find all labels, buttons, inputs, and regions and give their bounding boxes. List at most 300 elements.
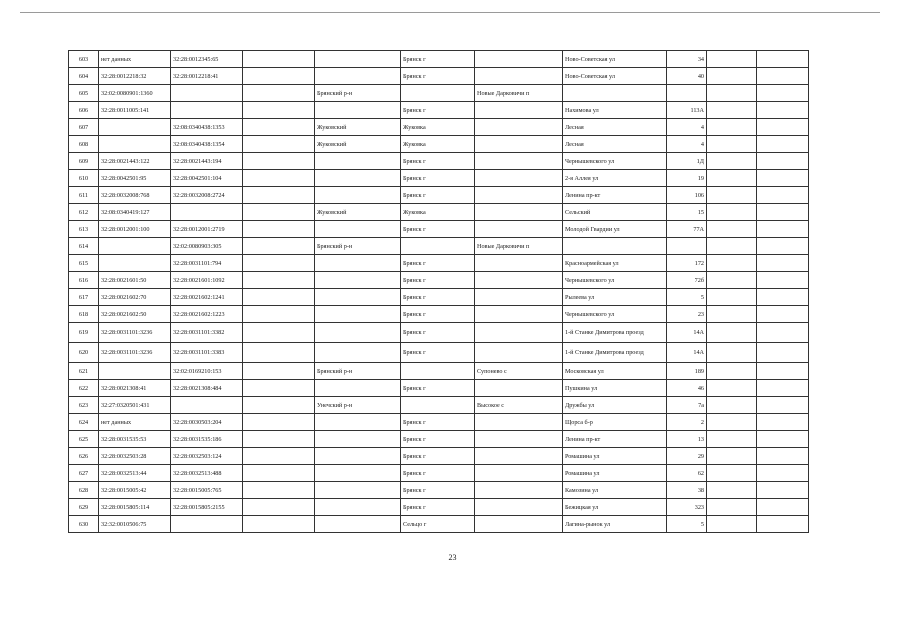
street-cell: Ленина пр-кт: [563, 431, 667, 448]
empty-cell: [707, 465, 757, 482]
table-row: [69, 85, 809, 102]
cadastral-number-land-cell: 32:28:0042501:95: [99, 170, 171, 187]
settlement-cell: [475, 102, 563, 119]
empty-cell: [757, 499, 809, 516]
street-cell: Лагина-рынок ул: [563, 516, 667, 533]
street-cell: Ново-Советская ул: [563, 68, 667, 85]
cadastral-number-land-cell: 32:02:0080901:1360: [99, 85, 171, 102]
row-number-cell: 619: [69, 323, 99, 343]
row-number-cell: 622: [69, 380, 99, 397]
extra-cell-cell: [243, 255, 315, 272]
empty-cell: [757, 238, 809, 255]
settlement-cell: [475, 170, 563, 187]
district-cell: [315, 272, 401, 289]
table-row: [69, 397, 809, 414]
empty-cell: [757, 363, 809, 380]
street-cell: Ромашина ул: [563, 448, 667, 465]
cadastral-number-land-cell: 32:32:0010506:75: [99, 516, 171, 533]
cadastral-number-building-cell: 32:28:0015805:2155: [171, 499, 243, 516]
street-cell: [563, 238, 667, 255]
district-cell: Брянский р-н: [315, 363, 401, 380]
cadastral-number-building-cell: 32:08:0340438:1354: [171, 136, 243, 153]
street-cell: Ромашина ул: [563, 465, 667, 482]
empty-cell: [757, 51, 809, 68]
district-cell: [315, 102, 401, 119]
cadastral-number-building-cell: 32:28:0021308:484: [171, 380, 243, 397]
row-number-cell: 611: [69, 187, 99, 204]
row-number-cell: 614: [69, 238, 99, 255]
table-row: [69, 119, 809, 136]
cadastral-number-land-cell: 32:28:0031101:3236: [99, 323, 171, 343]
cadastral-number-land-cell: [99, 363, 171, 380]
cadastral-number-building-cell: 32:28:0021601:1092: [171, 272, 243, 289]
city-cell: Брянск г: [401, 414, 475, 431]
settlement-cell: Новые Дарковичи п: [475, 238, 563, 255]
extra-cell-cell: [243, 380, 315, 397]
empty-cell: [707, 516, 757, 533]
house-number-cell: 38: [667, 482, 707, 499]
city-cell: Брянск г: [401, 482, 475, 499]
extra-cell-cell: [243, 102, 315, 119]
settlement-cell: [475, 431, 563, 448]
empty-cell: [707, 68, 757, 85]
empty-cell: [707, 170, 757, 187]
house-number-cell: 106: [667, 187, 707, 204]
house-number-cell: 5: [667, 289, 707, 306]
extra-cell-cell: [243, 170, 315, 187]
row-number-cell: 628: [69, 482, 99, 499]
empty-cell: [757, 380, 809, 397]
house-number-cell: 7а: [667, 397, 707, 414]
empty-cell: [757, 465, 809, 482]
empty-cell: [757, 448, 809, 465]
table-row: [69, 380, 809, 397]
table-row: [69, 102, 809, 119]
city-cell: Жуковка: [401, 119, 475, 136]
table-row: [69, 363, 809, 380]
empty-cell: [757, 102, 809, 119]
street-cell: Молодой Гвардии ул: [563, 221, 667, 238]
table-row: [69, 170, 809, 187]
street-cell: Лесная: [563, 119, 667, 136]
page-number: 23: [448, 553, 457, 562]
house-number-cell: 172: [667, 255, 707, 272]
empty-cell: [757, 397, 809, 414]
house-number-cell: 4: [667, 136, 707, 153]
cadastral-number-building-cell: 32:28:0031535:186: [171, 431, 243, 448]
table-row: [69, 51, 809, 68]
cadastral-number-building-cell: [171, 102, 243, 119]
extra-cell-cell: [243, 499, 315, 516]
cadastral-number-building-cell: 32:02:0169210:153: [171, 363, 243, 380]
settlement-cell: [475, 323, 563, 343]
district-cell: Брянский р-н: [315, 238, 401, 255]
settlement-cell: [475, 119, 563, 136]
cadastral-number-land-cell: 32:28:0021602:50: [99, 306, 171, 323]
extra-cell-cell: [243, 482, 315, 499]
settlement-cell: [475, 414, 563, 431]
cadastral-number-land-cell: 32:28:0021602:70: [99, 289, 171, 306]
empty-cell: [707, 221, 757, 238]
city-cell: Брянск г: [401, 431, 475, 448]
cadastral-number-land-cell: нет данных: [99, 414, 171, 431]
house-number-cell: 15: [667, 204, 707, 221]
settlement-cell: [475, 289, 563, 306]
row-number-cell: 624: [69, 414, 99, 431]
district-cell: [315, 221, 401, 238]
empty-cell: [757, 482, 809, 499]
empty-cell: [757, 68, 809, 85]
city-cell: [401, 397, 475, 414]
settlement-cell: [475, 448, 563, 465]
row-number-cell: 629: [69, 499, 99, 516]
cadastral-number-building-cell: [171, 516, 243, 533]
empty-cell: [707, 323, 757, 343]
cadastral-number-building-cell: 32:28:0012001:2719: [171, 221, 243, 238]
district-cell: Жуковский: [315, 119, 401, 136]
table-row: [69, 499, 809, 516]
cadastral-number-land-cell: 32:28:0031535:53: [99, 431, 171, 448]
city-cell: Брянск г: [401, 465, 475, 482]
street-cell: Ленина пр-кт: [563, 187, 667, 204]
table-row: [69, 289, 809, 306]
settlement-cell: [475, 482, 563, 499]
empty-cell: [707, 272, 757, 289]
cadastral-number-land-cell: 32:28:0015805:114: [99, 499, 171, 516]
district-cell: [315, 306, 401, 323]
row-number-cell: 608: [69, 136, 99, 153]
city-cell: Брянск г: [401, 272, 475, 289]
empty-cell: [757, 170, 809, 187]
row-number-cell: 609: [69, 153, 99, 170]
house-number-cell: 323: [667, 499, 707, 516]
empty-cell: [707, 306, 757, 323]
row-number-cell: 620: [69, 343, 99, 363]
district-cell: [315, 255, 401, 272]
street-cell: 1-й Станке Димитрова проезд: [563, 343, 667, 363]
table-row: [69, 68, 809, 85]
house-number-cell: 23: [667, 306, 707, 323]
street-cell: Лесная: [563, 136, 667, 153]
settlement-cell: [475, 516, 563, 533]
empty-cell: [757, 306, 809, 323]
empty-cell: [707, 204, 757, 221]
district-cell: [315, 431, 401, 448]
table-row: [69, 414, 809, 431]
city-cell: [401, 238, 475, 255]
district-cell: Жуковский: [315, 136, 401, 153]
cadastral-number-land-cell: 32:28:0012218:32: [99, 68, 171, 85]
row-number-cell: 613: [69, 221, 99, 238]
house-number-cell: [667, 85, 707, 102]
city-cell: Брянск г: [401, 68, 475, 85]
settlement-cell: [475, 499, 563, 516]
table-row: [69, 255, 809, 272]
cadastral-number-land-cell: 32:28:0021443:122: [99, 153, 171, 170]
house-number-cell: 4: [667, 119, 707, 136]
house-number-cell: 40: [667, 68, 707, 85]
empty-cell: [757, 289, 809, 306]
city-cell: Брянск г: [401, 289, 475, 306]
house-number-cell: 2: [667, 414, 707, 431]
house-number-cell: 19: [667, 170, 707, 187]
cadastral-number-land-cell: [99, 136, 171, 153]
street-cell: Чернышевского ул: [563, 272, 667, 289]
cadastral-number-land-cell: 32:28:0032503:28: [99, 448, 171, 465]
district-cell: [315, 499, 401, 516]
district-cell: [315, 187, 401, 204]
district-cell: [315, 465, 401, 482]
empty-cell: [757, 187, 809, 204]
extra-cell-cell: [243, 343, 315, 363]
district-cell: Жуковский: [315, 204, 401, 221]
street-cell: Дружбы ул: [563, 397, 667, 414]
extra-cell-cell: [243, 431, 315, 448]
table-row: [69, 516, 809, 533]
table-row: [69, 187, 809, 204]
cadastral-number-building-cell: 32:28:0015005:765: [171, 482, 243, 499]
house-number-cell: 62: [667, 465, 707, 482]
row-number-cell: 607: [69, 119, 99, 136]
street-cell: Красноармейская ул: [563, 255, 667, 272]
cadastral-number-land-cell: [99, 119, 171, 136]
district-cell: [315, 170, 401, 187]
table-row: [69, 306, 809, 323]
house-number-cell: 29: [667, 448, 707, 465]
cadastral-number-building-cell: 32:28:0031101:3382: [171, 323, 243, 343]
cadastral-number-building-cell: 32:28:0032513:488: [171, 465, 243, 482]
empty-cell: [757, 136, 809, 153]
settlement-cell: [475, 465, 563, 482]
house-number-cell: 14А: [667, 323, 707, 343]
district-cell: [315, 380, 401, 397]
row-number-cell: 605: [69, 85, 99, 102]
cadastral-number-building-cell: 32:28:0021602:1241: [171, 289, 243, 306]
cadastral-number-building-cell: 32:28:0042501:104: [171, 170, 243, 187]
empty-cell: [707, 363, 757, 380]
row-number-cell: 621: [69, 363, 99, 380]
empty-cell: [707, 343, 757, 363]
empty-cell: [707, 187, 757, 204]
city-cell: Брянск г: [401, 51, 475, 68]
city-cell: Брянск г: [401, 102, 475, 119]
extra-cell-cell: [243, 238, 315, 255]
city-cell: [401, 363, 475, 380]
city-cell: Брянск г: [401, 187, 475, 204]
city-cell: Брянск г: [401, 306, 475, 323]
settlement-cell: [475, 187, 563, 204]
row-number-cell: 615: [69, 255, 99, 272]
district-cell: [315, 516, 401, 533]
empty-cell: [757, 516, 809, 533]
empty-cell: [707, 380, 757, 397]
cadastral-number-land-cell: 32:28:0031101:3236: [99, 343, 171, 363]
row-number-cell: 630: [69, 516, 99, 533]
empty-cell: [757, 119, 809, 136]
cadastral-number-building-cell: 32:28:0032503:124: [171, 448, 243, 465]
street-cell: Рылеева ул: [563, 289, 667, 306]
extra-cell-cell: [243, 221, 315, 238]
street-cell: Чернышевского ул: [563, 153, 667, 170]
empty-cell: [757, 255, 809, 272]
extra-cell-cell: [243, 68, 315, 85]
empty-cell: [707, 85, 757, 102]
extra-cell-cell: [243, 136, 315, 153]
empty-cell: [757, 414, 809, 431]
cadastral-number-building-cell: 32:28:0031101:3383: [171, 343, 243, 363]
city-cell: Брянск г: [401, 343, 475, 363]
extra-cell-cell: [243, 448, 315, 465]
empty-cell: [707, 482, 757, 499]
house-number-cell: 34: [667, 51, 707, 68]
empty-cell: [757, 85, 809, 102]
district-cell: [315, 153, 401, 170]
cadastral-number-land-cell: 32:08:0340419:127: [99, 204, 171, 221]
cadastral-number-land-cell: 32:28:0011005:141: [99, 102, 171, 119]
registry-table: [68, 50, 809, 533]
city-cell: Жуковка: [401, 204, 475, 221]
city-cell: [401, 85, 475, 102]
row-number-cell: 618: [69, 306, 99, 323]
row-number-cell: 606: [69, 102, 99, 119]
extra-cell-cell: [243, 204, 315, 221]
empty-cell: [707, 119, 757, 136]
settlement-cell: [475, 136, 563, 153]
extra-cell-cell: [243, 306, 315, 323]
settlement-cell: [475, 221, 563, 238]
cadastral-number-building-cell: 32:28:0032008:2724: [171, 187, 243, 204]
cadastral-number-land-cell: 32:28:0012001:100: [99, 221, 171, 238]
settlement-cell: [475, 255, 563, 272]
settlement-cell: [475, 51, 563, 68]
house-number-cell: 1Д: [667, 153, 707, 170]
house-number-cell: 14А: [667, 343, 707, 363]
house-number-cell: 189: [667, 363, 707, 380]
cadastral-number-land-cell: 32:28:0021308:41: [99, 380, 171, 397]
street-cell: Щорса б-р: [563, 414, 667, 431]
row-number-cell: 616: [69, 272, 99, 289]
table-row: [69, 153, 809, 170]
table-row: [69, 221, 809, 238]
house-number-cell: [667, 238, 707, 255]
table-row: [69, 343, 809, 363]
district-cell: [315, 51, 401, 68]
table-row: [69, 448, 809, 465]
city-cell: Брянск г: [401, 153, 475, 170]
cadastral-number-building-cell: 32:02:0080903:305: [171, 238, 243, 255]
empty-cell: [757, 431, 809, 448]
cadastral-number-building-cell: [171, 85, 243, 102]
district-cell: Брянский р-н: [315, 85, 401, 102]
city-cell: Брянск г: [401, 323, 475, 343]
empty-cell: [707, 499, 757, 516]
row-number-cell: 617: [69, 289, 99, 306]
cadastral-number-building-cell: [171, 204, 243, 221]
street-cell: 2-я Аллея ул: [563, 170, 667, 187]
table-row: [69, 136, 809, 153]
street-cell: Сельский: [563, 204, 667, 221]
street-cell: Пушкина ул: [563, 380, 667, 397]
empty-cell: [707, 414, 757, 431]
table-row: [69, 323, 809, 343]
empty-cell: [757, 221, 809, 238]
street-cell: Камозина ул: [563, 482, 667, 499]
extra-cell-cell: [243, 51, 315, 68]
extra-cell-cell: [243, 85, 315, 102]
empty-cell: [707, 153, 757, 170]
empty-cell: [707, 397, 757, 414]
extra-cell-cell: [243, 397, 315, 414]
district-cell: [315, 482, 401, 499]
street-cell: [563, 85, 667, 102]
settlement-cell: [475, 204, 563, 221]
extra-cell-cell: [243, 414, 315, 431]
table-row: [69, 272, 809, 289]
row-number-cell: 610: [69, 170, 99, 187]
house-number-cell: 46: [667, 380, 707, 397]
cadastral-number-building-cell: 32:28:0021443:194: [171, 153, 243, 170]
empty-cell: [757, 204, 809, 221]
settlement-cell: Супонево с: [475, 363, 563, 380]
settlement-cell: [475, 306, 563, 323]
district-cell: [315, 68, 401, 85]
cadastral-number-building-cell: 32:28:0021602:1223: [171, 306, 243, 323]
cadastral-number-land-cell: 32:28:0032513:44: [99, 465, 171, 482]
extra-cell-cell: [243, 516, 315, 533]
cadastral-number-building-cell: 32:28:0012218:41: [171, 68, 243, 85]
street-cell: Нахимова ул: [563, 102, 667, 119]
cadastral-number-land-cell: нет данных: [99, 51, 171, 68]
cadastral-number-building-cell: 32:08:0340438:1353: [171, 119, 243, 136]
cadastral-number-land-cell: [99, 238, 171, 255]
city-cell: Брянск г: [401, 255, 475, 272]
street-cell: Ново-Советская ул: [563, 51, 667, 68]
cadastral-number-building-cell: 32:28:0031101:794: [171, 255, 243, 272]
extra-cell-cell: [243, 289, 315, 306]
cadastral-number-land-cell: 32:28:0032008:768: [99, 187, 171, 204]
city-cell: Жуковка: [401, 136, 475, 153]
table-row: [69, 204, 809, 221]
cadastral-number-land-cell: 32:28:0021601:50: [99, 272, 171, 289]
extra-cell-cell: [243, 272, 315, 289]
settlement-cell: [475, 153, 563, 170]
row-number-cell: 626: [69, 448, 99, 465]
scan-artifact-line: [20, 12, 880, 13]
row-number-cell: 604: [69, 68, 99, 85]
city-cell: Брянск г: [401, 170, 475, 187]
extra-cell-cell: [243, 465, 315, 482]
city-cell: Брянск г: [401, 221, 475, 238]
empty-cell: [707, 448, 757, 465]
extra-cell-cell: [243, 363, 315, 380]
street-cell: Бежицкая ул: [563, 499, 667, 516]
empty-cell: [757, 343, 809, 363]
extra-cell-cell: [243, 153, 315, 170]
cadastral-number-land-cell: [99, 255, 171, 272]
district-cell: Унечский р-н: [315, 397, 401, 414]
row-number-cell: 612: [69, 204, 99, 221]
district-cell: [315, 323, 401, 343]
city-cell: Брянск г: [401, 380, 475, 397]
settlement-cell: [475, 380, 563, 397]
city-cell: Брянск г: [401, 448, 475, 465]
table-row: [69, 431, 809, 448]
settlement-cell: [475, 272, 563, 289]
cadastral-number-land-cell: 32:27:0320501:431: [99, 397, 171, 414]
house-number-cell: 13: [667, 431, 707, 448]
row-number-cell: 625: [69, 431, 99, 448]
empty-cell: [707, 431, 757, 448]
